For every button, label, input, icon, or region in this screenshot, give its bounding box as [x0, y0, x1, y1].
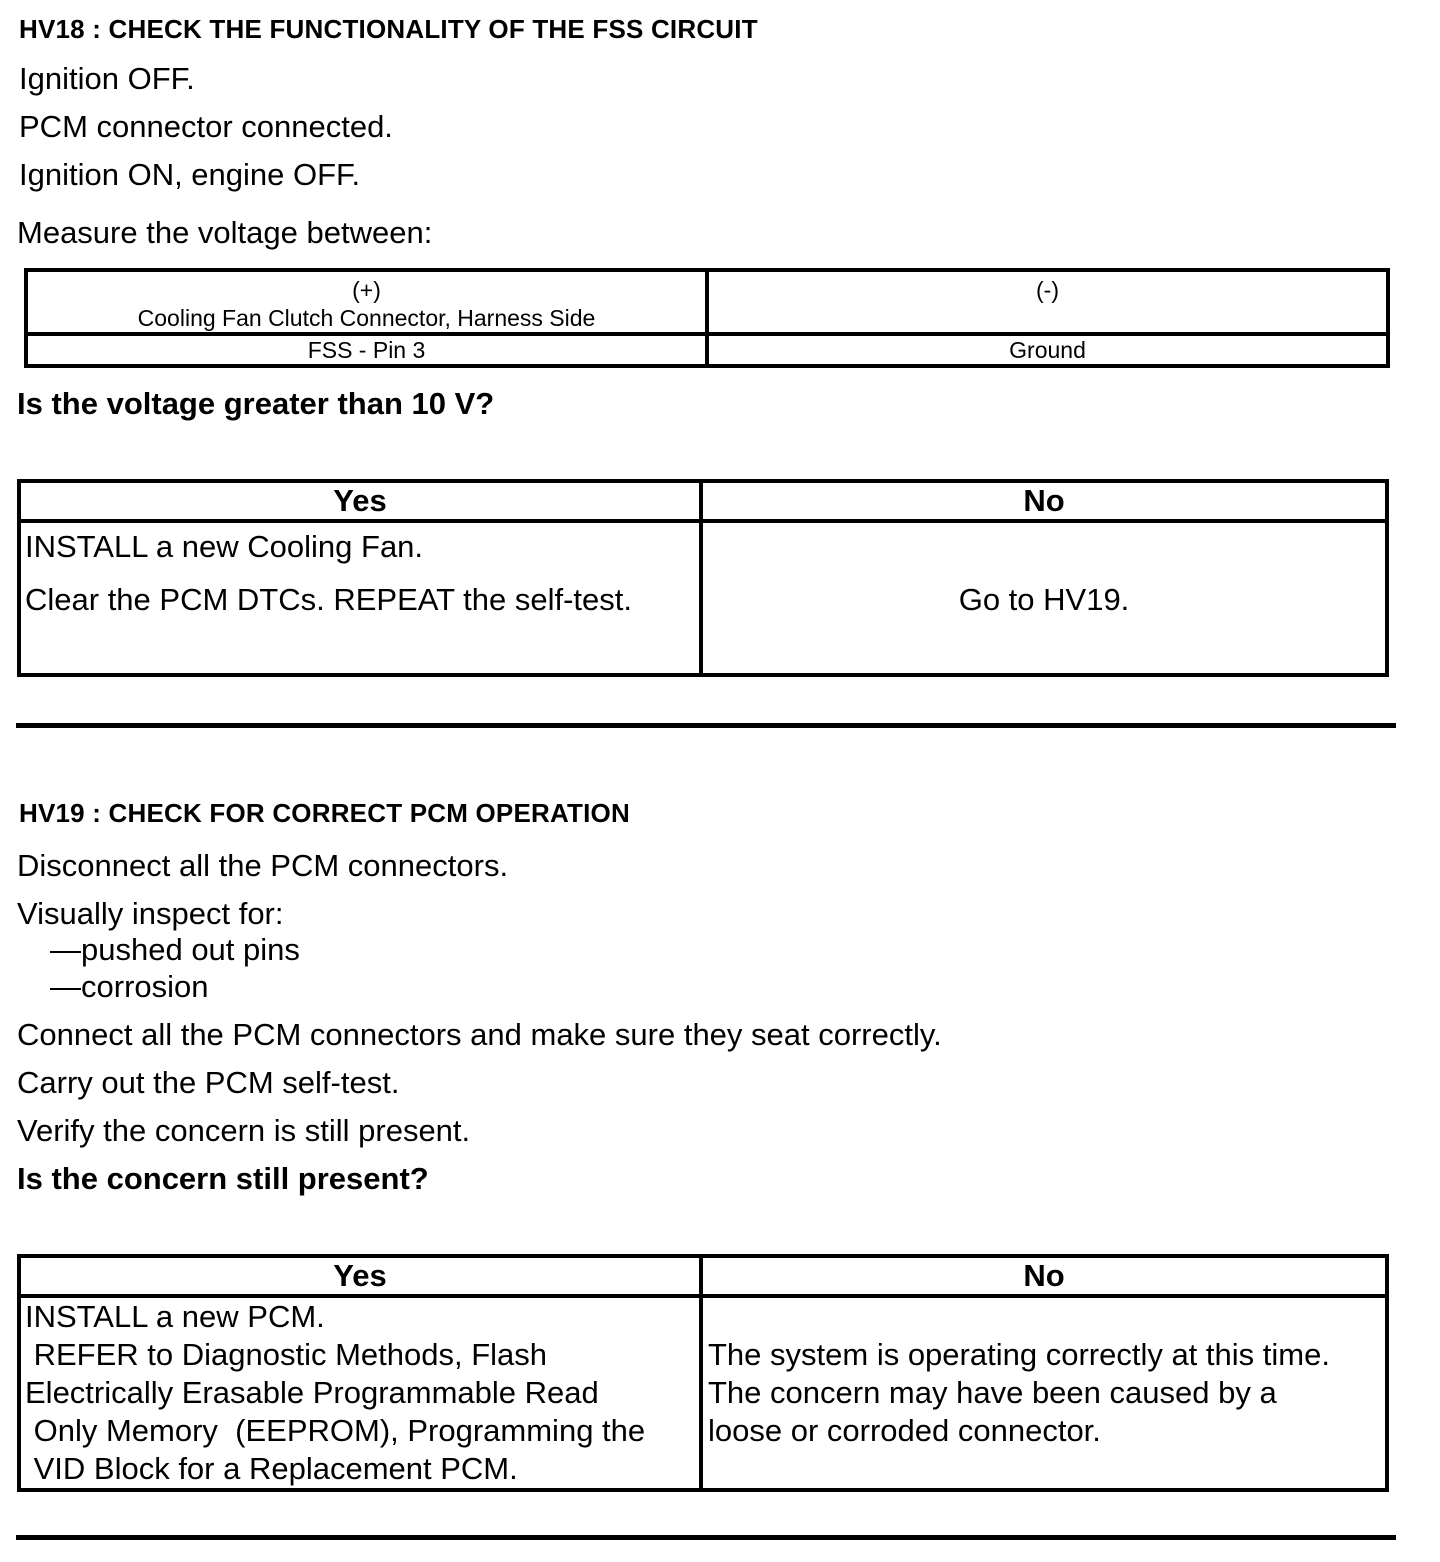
section-divider [16, 723, 1396, 728]
hv19-yes-cell [19, 1296, 701, 1490]
hv19-yes-line: INSTALL a new PCM. [25, 1299, 325, 1334]
hv19-yes-header: Yes [19, 1256, 701, 1296]
measure-plus-header-cell [26, 270, 707, 334]
hv18-yes-line: Clear the PCM DTCs. REPEAT the self-test. [25, 582, 632, 617]
hv18-no-cell: Go to HV19. [701, 521, 1387, 675]
hv19-result-body-row [19, 1296, 1387, 1490]
hv19-step-connect: Connect all the PCM connectors and make sure they seat correctly. [17, 1017, 942, 1052]
hv19-question: Is the concern still present? [17, 1161, 429, 1196]
hv19-yes-line: REFER to Diagnostic Methods, Flash [25, 1337, 548, 1372]
hv19-no-cell [701, 1296, 1387, 1490]
hv18-yes-header: Yes [19, 481, 701, 521]
hv19-inspect-item-pins: —pushed out pins [50, 932, 300, 967]
hv18-measure-intro: Measure the voltage between: [17, 215, 433, 250]
hv19-no-line: The system is operating correctly at this time. [708, 1337, 1330, 1372]
hv18-heading: HV18 : CHECK THE FUNCTIONALITY OF THE FSS CIRCUIT [19, 14, 758, 44]
hv19-no-line: The concern may have been caused by a [708, 1375, 1277, 1410]
hv18-step-ignition-off: Ignition OFF. [19, 61, 195, 96]
hv19-step-selftest: Carry out the PCM self-test. [17, 1065, 400, 1100]
measure-minus-header: (-) [1036, 277, 1059, 303]
hv19-yes-line: VID Block for a Replacement PCM. [25, 1451, 518, 1486]
hv18-yes-cell [19, 521, 701, 675]
measure-table-header-row [26, 270, 1388, 334]
hv19-heading: HV19 : CHECK FOR CORRECT PCM OPERATION [19, 798, 630, 828]
hv19-inspect-intro: Visually inspect for: [17, 896, 284, 931]
measure-plus-subheader: Cooling Fan Clutch Connector, Harness Side [137, 305, 596, 331]
hv18-no-header: No [701, 481, 1387, 521]
hv19-inspect-item-corrosion: —corrosion [50, 969, 209, 1004]
hv18-step-pcm-connected: PCM connector connected. [19, 109, 393, 144]
hv18-result-table [17, 479, 1389, 677]
hv19-no-header: No [701, 1256, 1387, 1296]
hv18-result-body-row [19, 521, 1387, 675]
hv18-yes-line: INSTALL a new Cooling Fan. [25, 529, 424, 564]
hv18-measure-table [24, 268, 1390, 368]
measure-plus-header: (+) [352, 277, 381, 303]
hv19-yes-line: Only Memory (EEPROM), Programming the [25, 1413, 646, 1448]
measure-minus-value: Ground [707, 334, 1388, 366]
hv18-result-header-row [19, 481, 1387, 521]
section-divider-bottom [16, 1535, 1396, 1540]
measure-minus-header-cell [707, 270, 1388, 334]
measure-table-value-row [26, 334, 1388, 366]
hv19-result-header-row [19, 1256, 1387, 1296]
hv19-step-verify: Verify the concern is still present. [17, 1113, 471, 1148]
hv19-step-disconnect: Disconnect all the PCM connectors. [17, 848, 509, 883]
measure-plus-value: FSS - Pin 3 [26, 334, 707, 366]
hv19-no-line: loose or corroded connector. [708, 1413, 1101, 1448]
hv19-result-table [17, 1254, 1389, 1492]
hv19-yes-line: Electrically Erasable Programmable Read [25, 1375, 599, 1410]
hv18-step-ignition-on: Ignition ON, engine OFF. [19, 157, 361, 192]
hv18-question: Is the voltage greater than 10 V? [17, 386, 495, 421]
